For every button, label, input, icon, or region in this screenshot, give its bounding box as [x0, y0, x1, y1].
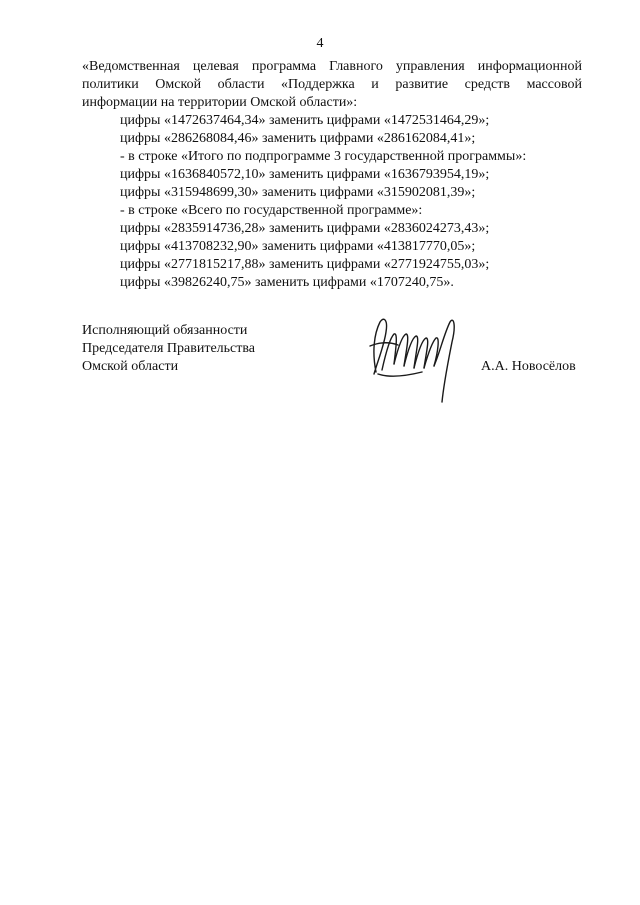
replacement-line: цифры «1636840572,10» заменить цифрами «1636793954,19»;: [120, 167, 490, 182]
paragraph-line: «Ведомственная целевая программа Главного управления информационной: [82, 59, 582, 74]
replacement-line: цифры «286268084,46» заменить цифрами «286162084,41»;: [120, 131, 476, 146]
signer-name: А.А. Новосёлов: [481, 359, 576, 374]
replacement-line: цифры «39826240,75» заменить цифрами «1707240,75».: [120, 275, 454, 290]
signer-position-line: Исполняющий обязанности: [82, 323, 248, 338]
section-heading-line: - в строке «Итого по подпрограмме 3 государственной программы»:: [120, 149, 527, 164]
signer-position-line: Председателя Правительства: [82, 341, 256, 356]
replacement-line: цифры «413708232,90» заменить цифрами «413817770,05»;: [120, 239, 476, 254]
section-heading-line: - в строке «Всего по государственной программе»:: [120, 203, 423, 218]
replacement-line: цифры «2771815217,88» заменить цифрами «2771924755,03»;: [120, 257, 490, 272]
signer-position-line: Омской области: [82, 359, 179, 374]
document-body: [82, 58, 582, 292]
replacement-line: цифры «2835914736,28» заменить цифрами «2836024273,43»;: [120, 221, 490, 236]
replacement-line: цифры «1472637464,34» заменить цифрами «1472531464,29»;: [120, 113, 490, 128]
paragraph-line: информации на территории Омской области»:: [82, 95, 358, 110]
replacement-line: цифры «315948699,30» заменить цифрами «315902081,39»;: [120, 185, 476, 200]
handwritten-signature: [360, 312, 470, 408]
page-number: 4: [316, 36, 324, 51]
paragraph-line: политики Омской области «Поддержка и развитие средств массовой: [82, 77, 582, 92]
